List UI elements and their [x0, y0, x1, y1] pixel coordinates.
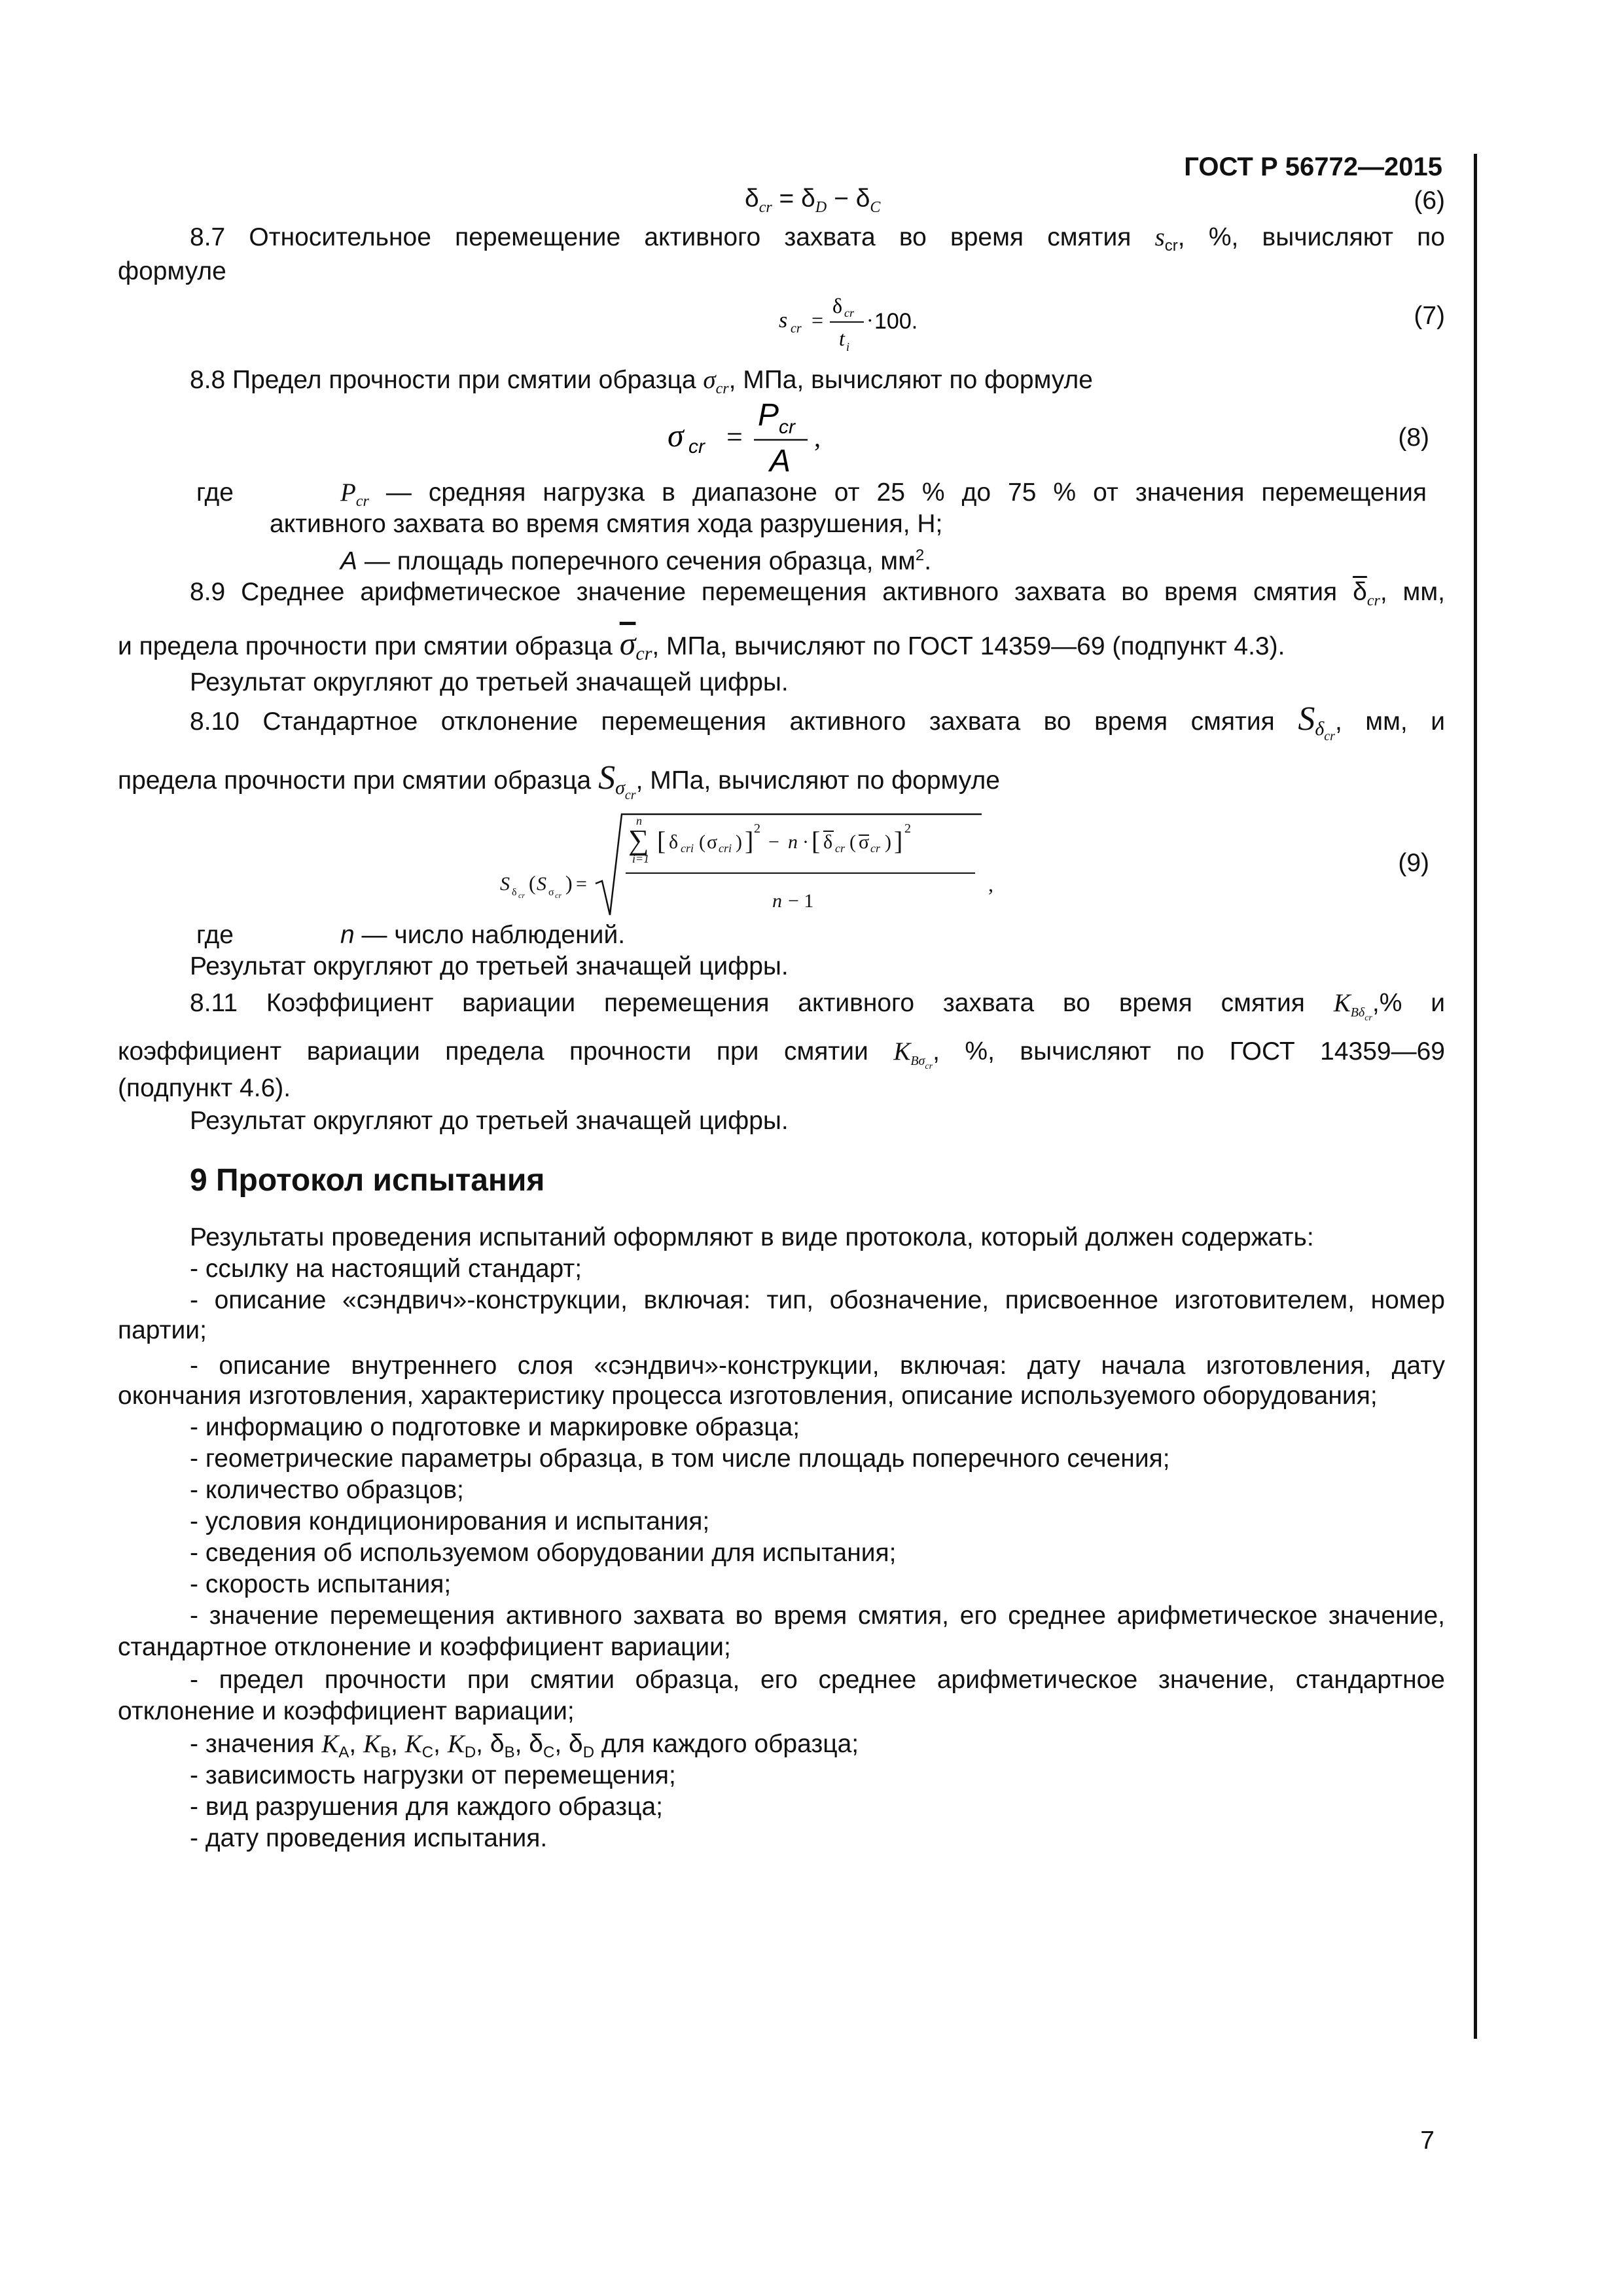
- paragraph-8-10-line1: 8.10 Стандартное отклонение перемещения активного захвата во время смятия $S_{\delta cr}$, мм, и: [190, 700, 1445, 744]
- svg-text:=: =: [726, 421, 743, 453]
- paragraph-8-8: 8.8 Предел прочности при смятии образца $\sigma_{cr}$, МПа, вычисляют по формуле: [190, 366, 1093, 397]
- svg-text:σ: σ: [707, 831, 718, 853]
- list-item: - сведения об используемом оборудовании для испытания;: [190, 1539, 897, 1567]
- equation-9-label: (9): [1398, 849, 1429, 877]
- svg-text:·: ·: [802, 831, 809, 853]
- list-item: - вид разрушения для каждого образца;: [190, 1793, 663, 1821]
- svg-text:[: [: [657, 826, 666, 855]
- svg-text:,: ,: [814, 423, 821, 452]
- paragraph-8-11-line1: 8.11 Коэффициент вариации перемещения активного захвата во время смятия $K_{B\delta cr},\%$ и: [190, 989, 1446, 1023]
- paragraph-8-10-line2: предела прочности при смятии образца $S_{\sigma cr}$, МПа, вычисляют по формуле: [118, 759, 1000, 802]
- svg-text:]: ]: [745, 826, 754, 855]
- svg-text:δ: δ: [669, 831, 679, 853]
- paragraph-8-9-line1: 8.9 Среднее арифметическое значение перемещения активного захвата во время смятия $\overline{\delta}_{cr}$, мм,: [190, 578, 1445, 609]
- revision-bar: [1474, 154, 1477, 2039]
- svg-text:(: (: [699, 831, 705, 853]
- svg-text:,: ,: [988, 872, 993, 896]
- where-pcr-line2: активного захвата во время смятия хода разрушения, Н;: [270, 510, 943, 538]
- svg-text:=: =: [812, 308, 824, 332]
- where-a-line: A — площадь поперечного сечения образца, $мм^2$.: [340, 547, 932, 575]
- where-label-1: где: [196, 478, 234, 507]
- equation-7-label: (7): [1414, 302, 1445, 330]
- svg-text:cr: cr: [555, 891, 562, 900]
- equation-6: $\delta_{cr} = \delta_D - \delta_C$: [745, 185, 881, 216]
- equation-8-label: (8): [1398, 423, 1429, 452]
- paragraph-8-9-line2: и предела прочности при смятии образца $\overline{\sigma}_{cr}$, МПа, вычисляют по ГОСТ 14359—69 (подпункт 4.3).: [118, 625, 1285, 664]
- paragraph-8-11-line2: коэффициент вариации предела прочности при смятии $K_{B\sigma cr}$, %, вычисляют по ГОСТ 14359—69: [118, 1037, 1445, 1071]
- list-item: - зависимость нагрузки от перемещения;: [190, 1761, 676, 1789]
- equation-7: [772, 288, 942, 360]
- where-pcr-line1: $P_{cr}$ — средняя нагрузка в диапазоне от 25 % до 75 % от значения перемещения: [340, 478, 1427, 510]
- svg-text:2: 2: [904, 821, 911, 836]
- list-item: - описание «сэндвич»-конструкции, включая: тип, обозначение, присвоенное изготовителем, номер: [190, 1286, 1445, 1314]
- svg-text:S: S: [500, 873, 510, 895]
- paragraph-8-7-line2: формуле: [118, 257, 226, 285]
- svg-text:∑: ∑: [628, 824, 649, 856]
- list-item-continuation: стандартное отклонение и коэффициент вариации;: [118, 1633, 731, 1661]
- equation-7-factor: 100.: [874, 309, 918, 334]
- svg-text:S: S: [537, 873, 546, 895]
- svg-text:t: t: [839, 327, 845, 350]
- where-2-result: Результат округляют до третьей значащей цифры.: [190, 952, 789, 980]
- section-9-intro: Результаты проведения испытаний оформляют в виде протокола, который должен содержать:: [190, 1223, 1314, 1251]
- equation-9: [497, 810, 1008, 928]
- svg-text:cri: cri: [719, 842, 732, 855]
- svg-text:cr: cr: [844, 306, 854, 319]
- svg-text:): ): [885, 831, 891, 853]
- list-item: - значение перемещения активного захвата во время смятия, его среднее арифметическое значение,: [190, 1602, 1445, 1630]
- svg-text:σ: σ: [668, 417, 684, 454]
- svg-text:A: A: [770, 444, 791, 478]
- svg-text:cr: cr: [791, 321, 802, 336]
- paragraph-8-11-result: Результат округляют до третьей значащей цифры.: [190, 1107, 789, 1135]
- svg-text:i=1: i=1: [632, 852, 650, 865]
- list-item-continuation: партии;: [118, 1316, 207, 1344]
- where-label-2: где: [196, 921, 234, 949]
- section-9-title: 9 Протокол испытания: [190, 1163, 545, 1198]
- svg-text:): ): [565, 871, 573, 895]
- svg-text:2: 2: [754, 821, 760, 836]
- svg-text:δ: δ: [823, 831, 833, 853]
- where-n-line: n — число наблюдений.: [340, 921, 626, 949]
- equation-6-label: (6): [1414, 187, 1445, 215]
- svg-text:(: (: [529, 871, 536, 895]
- svg-text:=: =: [576, 873, 587, 895]
- list-item: - дату проведения испытания.: [190, 1824, 548, 1852]
- list-item: - предел прочности при смятии образца, его среднее арифметическое значение, стандартное: [190, 1666, 1445, 1694]
- paragraph-8-7-line1: 8.7 Относительное перемещение активного захвата во время смятия $s_{cr}$, %, вычисляют по: [190, 223, 1445, 255]
- standard-number: ГОСТ Р 56772—2015: [1184, 152, 1442, 181]
- svg-text:[: [: [812, 826, 821, 855]
- svg-text:− 1: − 1: [788, 890, 814, 912]
- svg-text:cr: cr: [870, 842, 880, 855]
- page-number: 7: [1420, 2126, 1435, 2155]
- svg-text:cr: cr: [518, 891, 525, 900]
- paragraph-8-9-result: Результат округляют до третьей значащей цифры.: [190, 668, 789, 696]
- svg-text:δ: δ: [512, 887, 517, 898]
- list-item: - описание внутреннего слоя «сэндвич»-конструкции, включая: дату начала изготовления, дату: [190, 1352, 1445, 1380]
- svg-text:cr: cr: [835, 842, 845, 855]
- svg-text:δ: δ: [832, 294, 843, 317]
- svg-text:cri: cri: [681, 842, 694, 855]
- list-item: - условия кондиционирования и испытания;: [190, 1507, 710, 1535]
- list-item: - количество образцов;: [190, 1476, 464, 1504]
- svg-text:cr: cr: [688, 436, 705, 457]
- svg-text:i: i: [846, 340, 850, 353]
- list-item-continuation: окончания изготовления, характеристику процесса изготовления, описание используемого оборудования;: [118, 1382, 1378, 1410]
- svg-text:n: n: [788, 831, 798, 853]
- list-item: - геометрические параметры образца, в том числе площадь поперечного сечения;: [190, 1444, 1170, 1473]
- svg-text:n: n: [636, 814, 642, 827]
- svg-text:(: (: [849, 831, 856, 853]
- svg-text:n: n: [772, 890, 782, 912]
- list-item-continuation: отклонение и коэффициент вариации;: [118, 1697, 575, 1725]
- svg-text:−: −: [768, 831, 779, 853]
- svg-text:s: s: [779, 308, 788, 332]
- list-item: - ссылку на настоящий стандарт;: [190, 1255, 582, 1283]
- svg-text:cr: cr: [779, 416, 795, 438]
- svg-text:σ: σ: [548, 887, 554, 898]
- list-item: - информацию о подготовке и маркировке образца;: [190, 1413, 800, 1441]
- list-item-values: - значения $K_A$, $K_B$, $K_C$, $K_D$, $\delta_B$, $\delta_C$, $\delta_D$ для каждого образца;: [190, 1730, 859, 1761]
- svg-text:P: P: [758, 398, 779, 433]
- svg-text:): ): [736, 831, 742, 853]
- paragraph-8-11-line3: (подпункт 4.6).: [118, 1074, 291, 1102]
- svg-text:]: ]: [894, 826, 903, 855]
- list-item: - скорость испытания;: [190, 1570, 452, 1598]
- svg-text:·: ·: [866, 308, 874, 332]
- svg-text:σ: σ: [859, 831, 870, 853]
- equation-8: [661, 393, 857, 484]
